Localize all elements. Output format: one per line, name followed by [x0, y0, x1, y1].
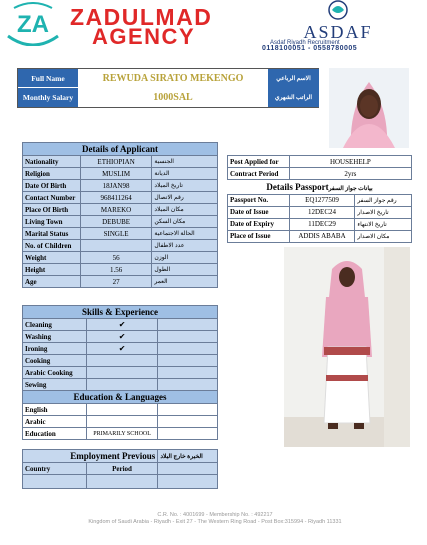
skill-label: Cleaning — [23, 319, 87, 331]
brand-name-line1: ZADULMAD — [70, 4, 213, 30]
applicant-field-value: SINGLE — [80, 228, 152, 240]
applicant-field-arabic: رقم الاتصال — [152, 192, 218, 204]
country-label: Country — [23, 463, 87, 475]
table-row — [228, 218, 412, 230]
education-value — [86, 404, 158, 416]
brand-name-line2: AGENCY — [92, 24, 196, 49]
employment-title-arabic: الخبرة خارج البلاد — [158, 450, 218, 463]
education-title: Education & Languages — [23, 391, 218, 404]
full-name-label: Full Name — [18, 69, 78, 88]
table-row — [228, 156, 412, 168]
svg-text:ZA: ZA — [17, 11, 49, 38]
footer-line-1: C.R. No. : 4001699 - Membership No. : 492217 — [157, 512, 273, 518]
table-row — [23, 367, 218, 379]
skill-check: ✔ — [86, 331, 158, 343]
skill-label: Washing — [23, 331, 87, 343]
salary-arabic: الراتب الشهري — [268, 88, 319, 107]
applicant-field-label: Marital Status — [23, 228, 81, 240]
table-row — [23, 264, 218, 276]
applicant-field-arabic: مكان السكن — [152, 216, 218, 228]
post-value: HOUSEHELP — [289, 156, 411, 168]
skill-check — [86, 379, 158, 391]
passport-field-label: Date of Issue — [228, 206, 290, 218]
skill-empty-cell — [158, 367, 218, 379]
full-name-arabic: الاسم الرباعي — [268, 69, 319, 88]
skill-label: Cooking — [23, 355, 87, 367]
footer-line-2: Kingdom of Saudi Arabia - Riyadh - Exit 27 - The Western Ring Road - Post Box:315994 - Riyadh 11331 — [88, 519, 342, 525]
skill-label: Arabic Cooking — [23, 367, 87, 379]
employment-empty-cell — [158, 463, 218, 475]
passport-field-value: 12DEC24 — [289, 206, 355, 218]
applicant-field-arabic: الوزن — [152, 252, 218, 264]
table-row — [228, 206, 412, 218]
applicant-field-label: No. of Children — [23, 240, 81, 252]
post-table — [227, 155, 412, 180]
applicant-field-arabic: تاريخ الميلاد — [152, 180, 218, 192]
education-empty-cell — [158, 404, 218, 416]
applicant-field-arabic: عدد الاطفال — [152, 240, 218, 252]
passport-field-value: ADDIS ABABA — [289, 230, 355, 242]
table-row — [23, 276, 218, 288]
passport-field-arabic: رقم جواز السفر — [355, 194, 412, 206]
table-row — [23, 428, 218, 440]
applicant-field-label: Religion — [23, 168, 81, 180]
passport-field-value: EQ1277509 — [289, 194, 355, 206]
applicant-field-value: 968411264 — [80, 192, 152, 204]
period-label: Period — [86, 463, 158, 475]
table-row — [23, 240, 218, 252]
table-row — [23, 228, 218, 240]
education-empty-cell — [158, 428, 218, 440]
applicant-field-value: DEBUBE — [80, 216, 152, 228]
skill-check — [86, 355, 158, 367]
applicant-field-label: Contact Number — [23, 192, 81, 204]
applicant-field-label: Date Of Birth — [23, 180, 81, 192]
skills-table — [22, 305, 218, 391]
passport-field-arabic: تاريخ الانتهاء — [355, 218, 412, 230]
passport-field-label: Place of Issue — [228, 230, 290, 242]
applicant-field-arabic: الطول — [152, 264, 218, 276]
skill-empty-cell — [158, 379, 218, 391]
applicant-field-value: MAREKO — [80, 204, 152, 216]
skills-title: Skills & Experience — [23, 306, 218, 319]
table-row — [23, 180, 218, 192]
skill-check: ✔ — [86, 343, 158, 355]
table-row — [23, 216, 218, 228]
applicant-details-table — [22, 142, 218, 288]
table-row — [23, 168, 218, 180]
skill-check: ✔ — [86, 319, 158, 331]
applicant-field-label: Living Town — [23, 216, 81, 228]
table-row — [23, 156, 218, 168]
passport-field-label: Date of Expiry — [228, 218, 290, 230]
employment-table — [22, 449, 218, 489]
post-label: Post Applied for — [228, 156, 290, 168]
passport-title: Details Passport — [266, 182, 329, 193]
applicant-field-value: ETHIOPIAN — [80, 156, 152, 168]
applicant-field-label: Nationality — [23, 156, 81, 168]
education-value: PRIMARILY SCHOOL — [86, 428, 158, 440]
table-row — [23, 404, 218, 416]
table-row — [23, 319, 218, 331]
applicant-field-label: Height — [23, 264, 81, 276]
applicant-field-label: Age — [23, 276, 81, 288]
applicant-field-arabic: الديانة — [152, 168, 218, 180]
education-value — [86, 416, 158, 428]
post-value: 2yrs — [289, 168, 411, 180]
applicant-field-value: 1.56 — [80, 264, 152, 276]
skill-empty-cell — [158, 319, 218, 331]
applicant-field-arabic: مكان الميلاد — [152, 204, 218, 216]
employment-title: Employment Previous — [23, 450, 158, 463]
skill-check — [86, 367, 158, 379]
footer — [20, 512, 410, 526]
passport-field-label: Passport No. — [228, 194, 290, 206]
applicant-field-value — [80, 240, 152, 252]
asdaf-subtitle: Asdaf Riyadh Recruitment — [270, 40, 340, 46]
applicant-details-title: Details of Applicant — [23, 143, 218, 156]
skill-label: Sewing — [23, 379, 87, 391]
education-table — [22, 390, 218, 440]
passport-table — [227, 181, 412, 243]
svg-text:ASDAF: ASDAF — [303, 22, 373, 42]
passport-field-arabic: تاريخ الاصدار — [355, 206, 412, 218]
applicant-field-arabic: العمر — [152, 276, 218, 288]
table-row — [23, 204, 218, 216]
asdaf-phone: 0118100051 - 0558780005 — [262, 45, 358, 52]
education-label: English — [23, 404, 87, 416]
full-name-value: REWUDA SIRATO MEKENGO — [102, 73, 244, 84]
table-row — [23, 416, 218, 428]
applicant-field-value: MUSLIM — [80, 168, 152, 180]
applicant-field-value: 18JAN98 — [80, 180, 152, 192]
zadulmad-logo — [4, 2, 62, 46]
applicant-portrait-photo — [329, 68, 409, 148]
skill-empty-cell — [158, 331, 218, 343]
applicant-full-body-photo — [284, 247, 410, 447]
salary-value: 1000SAL — [153, 92, 193, 103]
education-label: Education — [23, 428, 87, 440]
education-label: Arabic — [23, 416, 87, 428]
name-salary-box — [17, 68, 319, 108]
post-label: Contract Period — [228, 168, 290, 180]
applicant-field-label: Place Of Birth — [23, 204, 81, 216]
salary-label: Monthly Salary — [18, 88, 78, 107]
applicant-field-value: 27 — [80, 276, 152, 288]
skill-label: Ironing — [23, 343, 87, 355]
applicant-field-arabic: الجنسية — [152, 156, 218, 168]
table-row — [23, 355, 218, 367]
table-row — [23, 252, 218, 264]
table-row — [228, 230, 412, 242]
applicant-field-arabic: الحالة الاجتماعية — [152, 228, 218, 240]
skill-empty-cell — [158, 355, 218, 367]
table-row — [23, 379, 218, 391]
table-row — [23, 343, 218, 355]
table-row — [23, 192, 218, 204]
skill-empty-cell — [158, 343, 218, 355]
table-row — [228, 168, 412, 180]
education-empty-cell — [158, 416, 218, 428]
table-row — [23, 331, 218, 343]
passport-field-arabic: مكان الاصدار — [355, 230, 412, 242]
passport-field-value: 11DEC29 — [289, 218, 355, 230]
applicant-field-value: 56 — [80, 252, 152, 264]
table-row — [228, 194, 412, 206]
applicant-field-label: Weight — [23, 252, 81, 264]
passport-title-arabic: بيانات جواز السفر — [328, 186, 373, 193]
